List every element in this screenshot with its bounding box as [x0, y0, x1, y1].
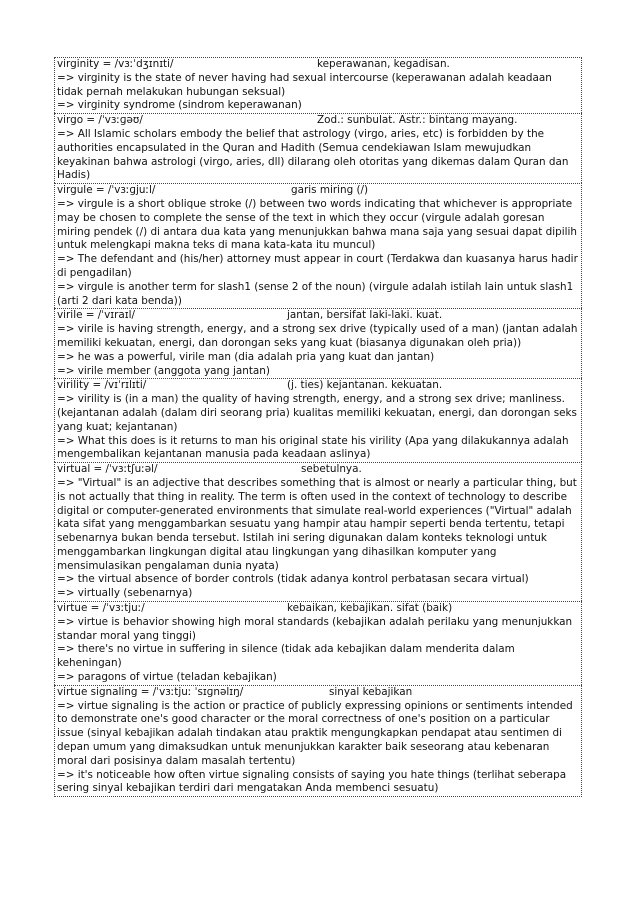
- entry-header: [57, 463, 579, 477]
- example-line: => the virtual absence of border controls (tidak adanya kontrol perbatasan secara virtual): [57, 573, 529, 586]
- entry-header: [57, 686, 579, 700]
- entry-meaning: Zod.: sunbulat. Astr.: bintang mayang.: [317, 114, 518, 127]
- example-line: => virtually (sebenarnya): [57, 587, 193, 600]
- example-line: => The defendant and (his/her) attorney must appear in court (Terdakwa dan kuasanya harus hadir di pengadilan): [57, 253, 578, 279]
- entry-header: [57, 309, 579, 323]
- example-line: => there's no virtue in suffering in silence (tidak ada kebajikan dalam menderita dalam keheningan): [57, 643, 515, 670]
- example-line: => virility is (in a man) the quality of having strength, energy, and a strong sex drive; manliness. (kejantanan adalah (dalam diri seorang pria) kualitas memiliki kekuatan, energi, dan dorongan seks yang kuat; kejantanan): [57, 393, 577, 433]
- example-line: => virile member (anggota yang jantan): [57, 364, 270, 377]
- example-line: => "Virtual" is an adjective that describes something that is almost or nearly a particular thing, but is not actually that thing in reality. The term is often used in the context of technology to describe digital or computer-generated environments that simulate real-world experiences ("Virtual" adalah kata sifat yang menggambarkan sesuatu yang hampir atau hampir seperti benda tertentu, tetapi sebenarnya bukan benda tersebut. Istilah ini sering digunakan dalam konteks teknologi untuk menggambarkan lingkungan digital atau lingkungan yang dihasilkan komputer yang mensimulasikan pengalaman dunia nyata): [57, 476, 577, 572]
- entry-headword: virgo = /ˈvɜːɡəʊ/: [57, 114, 143, 127]
- entry-meaning: keperawanan, kegadisan.: [317, 58, 450, 70]
- dictionary-entry: [54, 183, 582, 308]
- dictionary-entry: [54, 308, 582, 378]
- entry-headword: virtual = /ˈvɜːtʃuːəl/: [57, 463, 158, 476]
- dictionary-entry: [54, 462, 582, 601]
- dictionary-entry: [54, 378, 582, 462]
- example-line: => All Islamic scholars embody the belief that astrology (virgo, aries, etc) is forbidden by the authorities encapsulated in the Quran and Hadith (Semua cendekiawan Islam mewujudkan keyakinan bahwa astrologi (virgo, aries, dll) dilarang oleh otoritas yang dikemas dalam Quran dan Hadis): [57, 127, 569, 182]
- example-line: => virtue is behavior showing high moral standards (kebajikan adalah perilaku yang menunjukkan standar moral yang tinggi): [57, 615, 573, 642]
- entry-headword: virility = /vɪˈrɪlɪti/: [57, 379, 147, 392]
- example-line: => it's noticeable how often virtue signaling consists of saying you hate things (terlihat seberapa sering sinyal kebajikan terdiri dari mengatakan Anda membenci sesuatu): [57, 768, 567, 795]
- entry-meaning: sebetulnya.: [301, 463, 362, 476]
- entry-headword: virginity = /vɜːˈdʒɪnɪti/: [57, 58, 174, 70]
- entry-headword: virile = /ˈvɪraɪl/: [57, 309, 136, 322]
- dictionary-entry: [54, 57, 582, 113]
- entry-meaning: (j. ties) kejantanan. kekuatan.: [287, 379, 443, 392]
- example-line: => virgule is a short oblique stroke (/) between two words indicating that whichever is appropriate may be chosen to complete the sense of the text in which they occur (virgule adalah goresan miring pendek (/) di antara dua kata yang menunjukkan bahwa mana saja yang sesuai dapat dipilih untuk melengkapi makna teks di mana kata-kata itu muncul): [57, 197, 578, 252]
- example-line: => paragons of virtue (teladan kebajikan): [57, 671, 277, 684]
- dictionary-entry: [54, 601, 582, 685]
- entry-headword: virgule = /ˈvɜːɡjuːl/: [57, 184, 156, 197]
- entry-meaning: sinyal kebajikan: [329, 685, 413, 698]
- entry-header: [57, 184, 579, 198]
- example-line: => virginity is the state of never having had sexual intercourse (keperawanan adalah keadaan tidak pernah melakukan hubungan seksual): [57, 71, 552, 98]
- entry-meaning: kebaikan, kebajikan. sifat (baik): [287, 602, 453, 615]
- example-line: => virtue signaling is the action or practice of publicly expressing opinions or sentiments intended to demonstrate one's good character or the moral correctness of one's position on a particular issue (sinyal kebajikan adalah tindakan atau praktik mengungkapkan pendapat atau sentimen di depan umum yang dimaksudkan untuk menunjukkan karakter baik seseorang atau kebenaran moral dari posisinya dalam masalah tertentu): [57, 699, 573, 767]
- entry-header: [57, 379, 579, 393]
- entry-header: [57, 114, 579, 128]
- example-line: => virile is having strength, energy, and a strong sex drive (typically used of a man) (jantan adalah memiliki kekuatan, energi, dan dorongan seks yang kuat (biasanya digunakan oleh pria)): [57, 323, 578, 349]
- example-line: => he was a powerful, virile man (dia adalah pria yang kuat dan jantan): [57, 350, 435, 363]
- entry-meaning: jantan, bersifat laki-laki. kuat.: [287, 309, 443, 322]
- entry-headword: virtue = /ˈvɜːtjuː/: [57, 602, 145, 615]
- dictionary-page: [54, 57, 582, 797]
- entry-header: [57, 602, 579, 616]
- dictionary-entry: [54, 113, 582, 183]
- entry-headword: virtue signaling = /ˈvɜːtjuː ˈsɪɡnəlɪŋ/: [57, 685, 244, 698]
- dictionary-entry: [54, 685, 582, 797]
- example-line: => virginity syndrome (sindrom keperawanan): [57, 99, 302, 112]
- example-line: => What this does is it returns to man his original state his virility (Apa yang dilakukannya adalah mengembalikan kejantanan manusia pada keadaan aslinya): [57, 434, 569, 461]
- entry-header: [57, 58, 579, 72]
- example-line: => virgule is another term for slash1 (sense 2 of the noun) (virgule adalah istilah lain untuk slash1 (arti 2 dari kata benda)): [57, 280, 574, 307]
- entry-meaning: garis miring (/): [291, 184, 369, 197]
